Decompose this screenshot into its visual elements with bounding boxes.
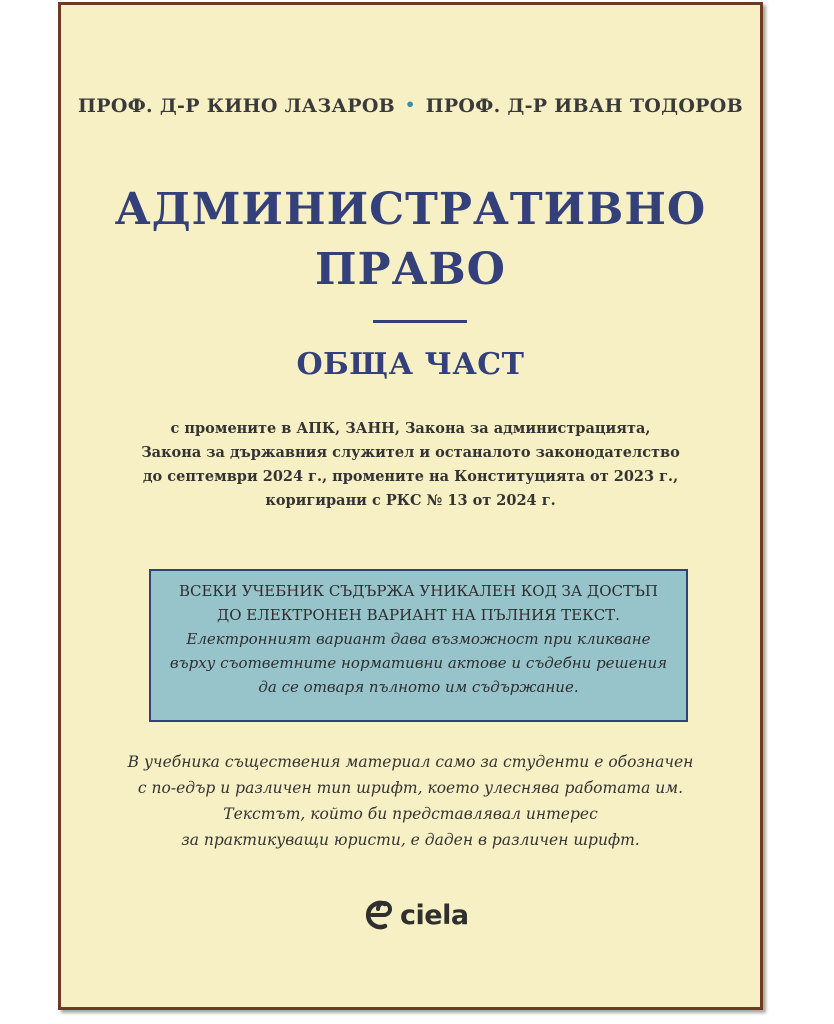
publisher-logo: [363, 895, 469, 935]
authors-line: [61, 95, 760, 117]
book-title: [61, 180, 760, 300]
book-cover: [58, 2, 763, 1010]
note-line: с по-едър и различен тип шрифт, което улеснява работата им.: [137, 779, 684, 797]
font-usage-note: [81, 749, 740, 853]
author-2: ПРОФ. Д-Р ИВАН ТОДОРОВ: [425, 95, 743, 117]
infobox-line: ВСЕКИ УЧЕБНИК СЪДЪРЖА УНИКАЛЕН КОД ЗА ДОСТЪП: [178, 582, 659, 600]
note-line: В учебника съществения материал само за студенти е обозначен: [127, 753, 694, 771]
infobox-italic-line: да се отваря пълното им съдържание.: [258, 678, 579, 696]
edition-changes: [91, 417, 730, 513]
title-divider: [373, 320, 467, 323]
changes-line: Закона за държавния служител и останалото законодателство: [141, 444, 680, 461]
access-code-info-box: [149, 569, 688, 722]
author-separator-dot: •: [405, 95, 416, 114]
title-line-2: ПРАВО: [315, 244, 506, 295]
infobox-italic-line: Електронният вариант дава възможност при кликване: [186, 630, 651, 648]
infobox-italic-line: върху съответните нормативни актове и съдебни решения: [169, 654, 668, 672]
book-subtitle: ОБЩА ЧАСТ: [296, 347, 525, 382]
note-line: за практикуващи юристи, е даден в различен шрифт.: [181, 831, 640, 849]
changes-line: коригирани с РКС № 13 от 2024 г.: [265, 492, 556, 509]
ciela-logo-icon: [363, 898, 395, 932]
note-line: Текстът, който би представлявал интерес: [223, 805, 598, 823]
author-1: ПРОФ. Д-Р КИНО ЛАЗАРОВ: [78, 95, 396, 117]
changes-line: до септември 2024 г., промените на Конституцията от 2023 г.,: [142, 468, 679, 485]
title-line-1: АДМИНИСТРАТИВНО: [114, 184, 707, 235]
publisher-name: ciela: [400, 899, 469, 931]
infobox-line: ДО ЕЛЕКТРОНЕН ВАРИАНТ НА ПЪЛНИЯ ТЕКСТ.: [217, 606, 620, 624]
changes-line: с промените в АПК, ЗАНН, Закона за администрацията,: [170, 420, 651, 437]
